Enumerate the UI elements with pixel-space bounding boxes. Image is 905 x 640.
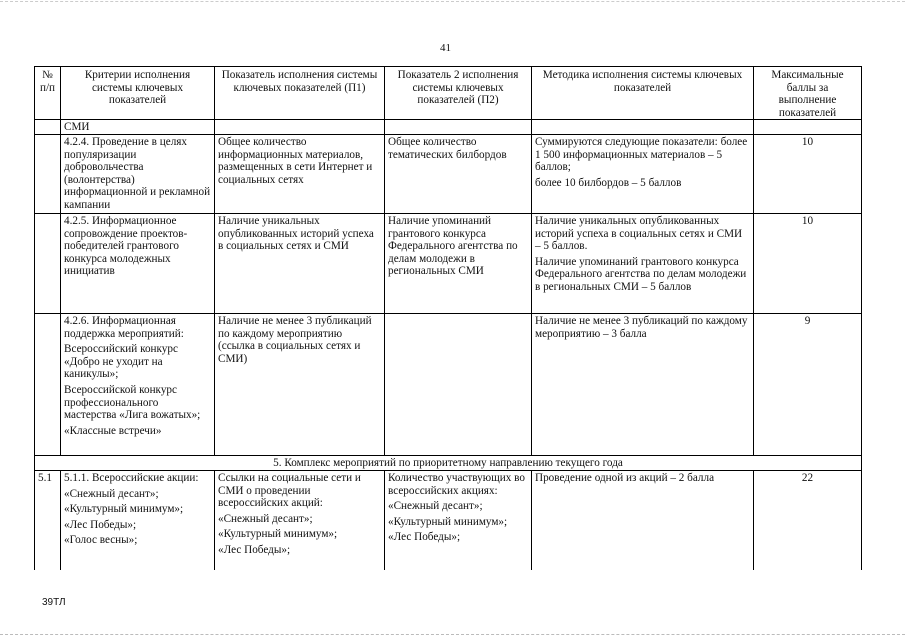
cell-criteria: СМИ <box>61 120 215 135</box>
criteria-line: 4.2.6. Информационная поддержка мероприятий: <box>64 314 184 340</box>
scan-edge-top <box>0 1 905 2</box>
table-row <box>35 120 862 135</box>
cell-num <box>35 134 61 213</box>
cell-criteria: 4.2.4. Проведение в целях популяризации добровольчества (волонтерства) информационной и рекламной кампании <box>61 134 215 213</box>
cell-p2: Наличие упоминаний грантового конкурса Федерального агентства по делам молодежи в региональных СМИ <box>385 213 532 313</box>
header-max: Максимальные баллы за выполнение показателей <box>754 67 862 120</box>
cell-p2 <box>385 470 532 570</box>
scan-edge-bottom <box>0 634 905 635</box>
table-row <box>35 313 862 455</box>
criteria-line: Всероссийской конкурс профессионального мастерства «Лига вожатых»; <box>64 383 201 422</box>
criteria-line: «Классные встречи» <box>64 424 162 437</box>
p1-line: Ссылки на социальные сети и СМИ о проведении всероссийских акций: <box>218 471 361 510</box>
cell-criteria: 4.2.5. Информационное сопровождение проектов-победителей грантового конкурса молодежных инициатив <box>61 213 215 313</box>
cell-max: 9 <box>754 313 862 455</box>
table-row <box>35 470 862 570</box>
cell-max: 10 <box>754 213 862 313</box>
section-title: 5. Комплекс мероприятий по приоритетному направлению текущего года <box>35 455 862 470</box>
key-indicators-table <box>34 66 862 570</box>
method-line: Наличие упоминаний грантового конкурса Федерального агентства по делам молодежи в региональных СМИ – 5 баллов <box>535 255 747 293</box>
criteria-line: «Культурный минимум»; <box>64 503 184 516</box>
method-line: более 10 билбордов – 5 баллов <box>535 176 682 189</box>
criteria-line: 5.1.1. Всероссийские акции: <box>64 471 199 484</box>
header-method: Методика исполнения системы ключевых показателей <box>532 67 754 120</box>
criteria-line: Всероссийский конкурс «Добро не уходит на каникулы»; <box>64 343 178 381</box>
method-line: Суммируются следующие показатели: более 1 500 информационных материалов – 5 баллов; <box>535 135 748 174</box>
section-row <box>35 455 862 470</box>
cell-method <box>532 134 754 213</box>
cell-method: Наличие не менее 3 публикаций по каждому мероприятию – 3 балла <box>532 313 754 455</box>
table-row <box>35 134 862 213</box>
p1-line: «Культурный минимум»; <box>218 528 338 541</box>
header-num: № п/п <box>35 67 61 120</box>
cell-method <box>532 120 754 135</box>
cell-p1: Общее количество информационных материалов, размещенных в сети Интернет и социальных сетях <box>215 134 385 213</box>
cell-p2 <box>385 313 532 455</box>
p1-line: «Лес Победы»; <box>218 543 291 556</box>
criteria-line: «Снежный десант»; <box>64 487 159 500</box>
cell-num <box>35 213 61 313</box>
p2-line: Количество участвующих во всероссийских акциях: <box>388 471 525 497</box>
header-criteria: Критерии исполнения системы ключевых показателей <box>61 67 215 120</box>
cell-p1 <box>215 470 385 570</box>
p2-line: «Культурный минимум»; <box>388 515 508 528</box>
cell-max <box>754 120 862 135</box>
cell-num <box>35 313 61 455</box>
criteria-line: «Лес Победы»; <box>64 518 137 531</box>
cell-method <box>532 213 754 313</box>
cell-p2 <box>385 120 532 135</box>
method-line: Наличие уникальных опубликованных историй успеха в социальных сетях и СМИ – 5 баллов. <box>535 214 743 253</box>
cell-p1: Наличие уникальных опубликованных историй успеха в социальных сетях и СМИ <box>215 213 385 313</box>
criteria-line: «Голос весны»; <box>64 534 138 547</box>
cell-p1: Наличие не менее 3 публикаций по каждому мероприятию (ссылка в социальных сетях и СМИ) <box>215 313 385 455</box>
cell-criteria <box>61 313 215 455</box>
table-header-row <box>35 67 862 120</box>
header-p2: Показатель 2 исполнения системы ключевых показателей (П2) <box>385 67 532 120</box>
p2-line: «Снежный десант»; <box>388 500 483 513</box>
cell-criteria <box>61 470 215 570</box>
cell-num: 5.1 <box>35 470 61 570</box>
cell-p1 <box>215 120 385 135</box>
cell-method: Проведение одной из акций – 2 балла <box>532 470 754 570</box>
p2-line: «Лес Победы»; <box>388 531 461 544</box>
document-code: 39ТЛ <box>42 597 66 608</box>
header-p1: Показатель исполнения системы ключевых показателей (П1) <box>215 67 385 120</box>
table-row <box>35 213 862 313</box>
p1-line: «Снежный десант»; <box>218 512 313 525</box>
cell-max: 22 <box>754 470 862 570</box>
cell-num <box>35 120 61 135</box>
cell-p2: Общее количество тематических билбордов <box>385 134 532 213</box>
cell-max: 10 <box>754 134 862 213</box>
page-number: 41 <box>440 42 451 54</box>
